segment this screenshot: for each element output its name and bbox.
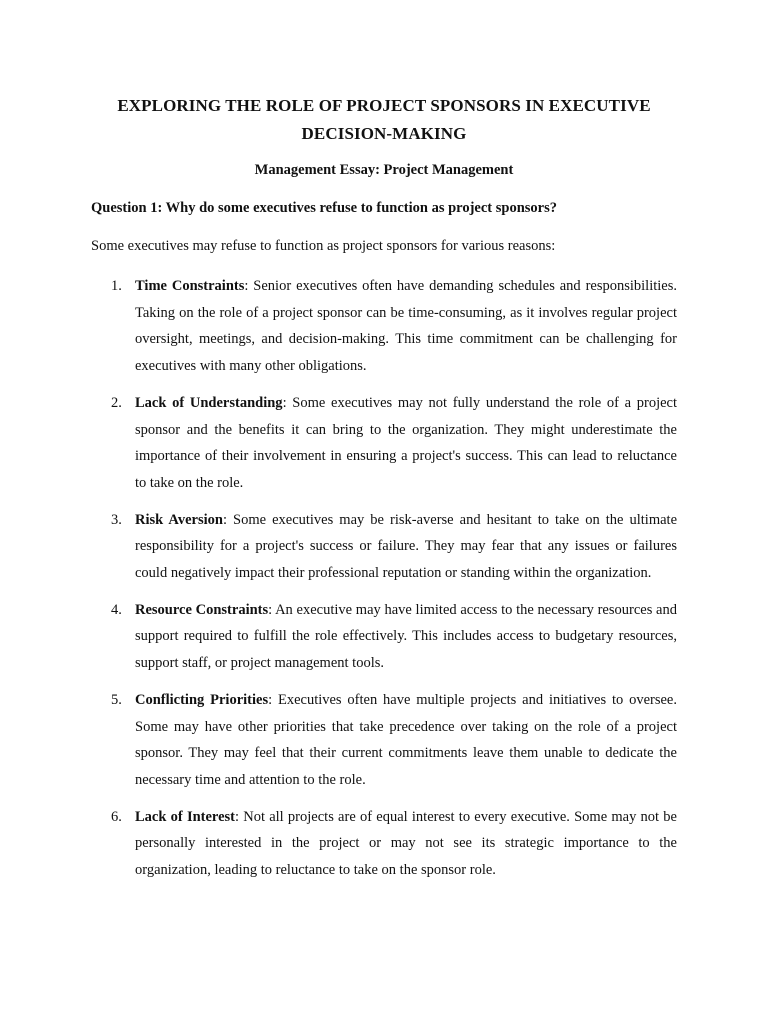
list-item [91,804,677,884]
list-item-number: 4. [111,601,122,618]
list-item [91,687,677,794]
list-item [91,597,677,677]
list-item-text: : Senior executives often have demanding schedules and responsibilities. Taking on the role of a project sponsor can be time-consuming, as it involves regular project oversight, meetings, and decision-making. This time commitment can be challenging for executives with many other obligations. [135,278,678,375]
title-line-2: DECISION-MAKING [301,124,467,143]
list-item-term: Conflicting Priorities [135,691,269,708]
list-item-term: Resource Constraints [135,601,269,618]
document-title [91,92,677,148]
list-item-number: 3. [111,511,122,528]
list-item-text: : Executives often have multiple projects and initiatives to oversee. Some may have other priorities that take precedence over taking on the role of a project sponsor. They may feel that their current commitments leave them unable to dedicate the necessary time and attention to the role. [135,691,677,788]
list-item-text: : An executive may have limited access to the necessary resources and support required to fulfill the role effectively. This includes access to budgetary resources, support staff, or project management tools. [135,601,677,672]
list-item-term: Risk Aversion [135,511,223,528]
title-line-1: EXPLORING THE ROLE OF PROJECT SPONSORS IN EXECUTIVE [117,96,651,115]
document-subtitle: Management Essay: Project Management [254,162,514,178]
intro-paragraph: Some executives may refuse to function as project sponsors for various reasons: [91,238,556,254]
list-item-text: : Not all projects are of equal interest to every executive. Some may not be personally interested in the project or may not see its strategic importance to the organization, leading to reluctance to take on the sponsor role. [135,808,677,879]
question-heading: Question 1: Why do some executives refuse to function as project sponsors? [91,200,558,216]
list-item-number: 5. [111,691,122,708]
list-item-text: : Some executives may be risk-averse and hesitant to take on the ultimate responsibility for a project's success or failure. They may fear that any issues or failures could negatively impact their professional reputation or standing within the organization. [135,511,678,582]
list-item-number: 6. [111,808,122,825]
list-item [91,507,677,587]
list-item-term: Lack of Understanding [135,394,283,411]
list-item-term: Lack of Interest [135,808,235,825]
list-item-term: Time Constraints [135,278,245,294]
list-item-number: 1. [111,278,122,294]
list-item-number: 2. [111,394,122,411]
list-item [91,390,677,497]
list-item-text: : Some executives may not fully understand the role of a project sponsor and the benefits it can bring to the organization. They might underestimate the importance of their involvement in ensuring a project's success. This can lead to reluctance to take on the role. [135,394,677,491]
list-item [91,273,677,380]
reasons-list [91,273,677,884]
